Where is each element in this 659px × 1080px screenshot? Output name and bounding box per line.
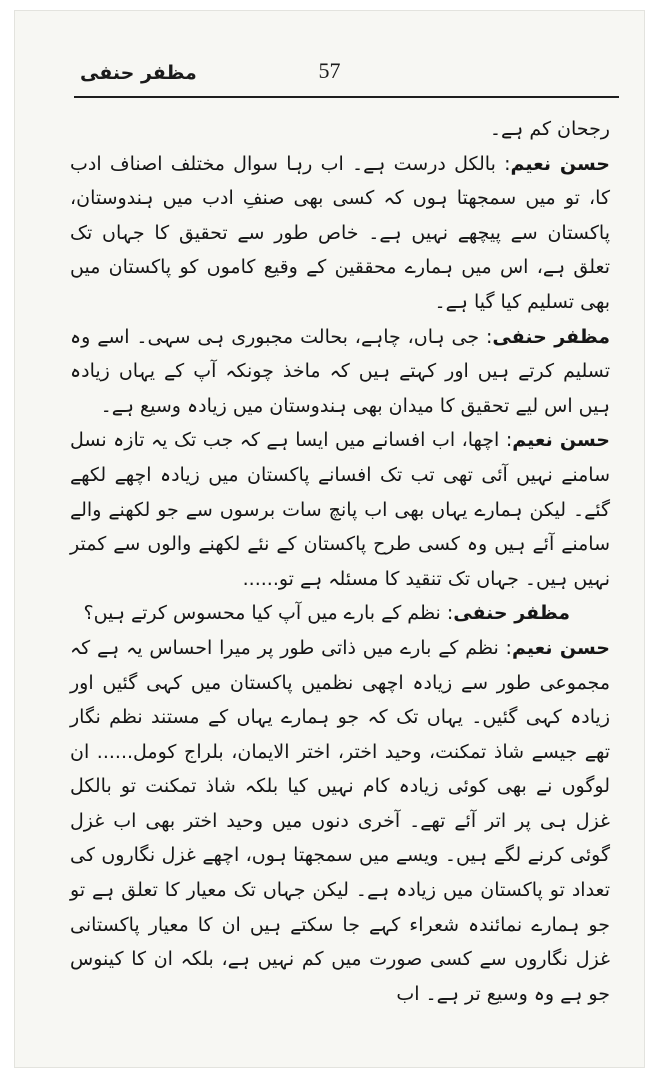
speaker-name: مظفر حنفی bbox=[453, 602, 570, 625]
page-number: 57 bbox=[318, 58, 341, 83]
paragraph bbox=[70, 112, 610, 147]
paragraph-text: : نظم کے بارے میں ذاتی طور پر میرا احساس یہ ہے کہ مجموعی طور سے زیادہ اچھی نظمیں پاکستان میں کہی گئیں اور زیادہ کہی گئیں۔ یہاں تک کہ جو ہمارے یہاں کے مستند نظم نگار تھے جیسے شاذ تمکنت، وحید اختر، اختر الایمان، بلراج کومل...... ان لوگوں نے بھی کوئی زیادہ کام نہیں کیا بلکہ شاذ تمکنت تو بالکل غزل ہی پر اتر آئے تھے۔ آخری دنوں میں وحید اختر بھی اب غزل گوئی کرنے لگے ہیں۔ ویسے میں سمجھتا ہوں، اچھے غزل نگاروں کی تعداد تو پاکستان میں زیادہ ہے۔ لیکن جہاں تک معیار کا تعلق ہے تو جو ہمارے نمائندہ شعراء کہے جا سکتے ہیں ان کا معیار پاکستانی غزل نگاروں سے کسی صورت میں کم نہیں ہے، بلکہ ان کا کینوس جو ہے وہ وسیع تر ہے۔ اب bbox=[70, 636, 610, 1005]
header-rule bbox=[74, 96, 619, 98]
paragraph-text: رجحان کم ہے۔ bbox=[489, 118, 610, 140]
running-head: مظفر حنفی bbox=[80, 62, 197, 84]
paragraph bbox=[70, 423, 610, 596]
paragraph-text: : جی ہاں، چاہے، بحالت مجبوری ہی سہی۔ اسے وہ تسلیم کرتے ہیں اور کہتے ہیں کہ ماخذ چونکہ آپ کے یہاں زیادہ ہیں اس لیے تحقیق کا میدان بھی ہندوستان میں زیادہ وسیع ہے۔ bbox=[70, 325, 610, 417]
book-page bbox=[14, 10, 645, 1068]
paragraph bbox=[70, 147, 610, 320]
speaker-name: حسن نعیم bbox=[511, 636, 610, 659]
paragraph-text: : بالکل درست ہے۔ اب رہا سوال مختلف اصناف ادب کا، تو میں سمجھتا ہوں کہ کسی بھی صنفِ ادب میں ہندوستان، پاکستان سے پیچھے نہیں ہے۔ خاص طور سے تحقیق کا جہاں تک تعلق ہے، اس میں ہمارے محققین کے وقیع کاموں کو پاکستان میں بھی تسلیم کیا گیا ہے۔ bbox=[70, 152, 610, 313]
paragraph-text: : اچھا، اب افسانے میں ایسا ہے کہ جب تک یہ تازہ نسل سامنے نہیں آئی تھی تب تک افسانے پاکستان میں زیادہ اچھے لکھے گئے۔ لیکن ہمارے یہاں بھی اب پانچ سات برسوں سے جو لکھنے والے سامنے آئے ہیں وہ کسی طرح پاکستان کے نئے لکھنے والوں سے کمتر نہیں ہیں۔ جہاں تک تنقید کا مسئلہ ہے تو...... bbox=[70, 429, 610, 590]
paragraph bbox=[70, 631, 610, 1012]
speaker-name: حسن نعیم bbox=[512, 429, 610, 452]
page-body bbox=[70, 112, 610, 1011]
speaker-name: مظفر حنفی bbox=[492, 325, 611, 348]
paragraph bbox=[70, 320, 610, 424]
paragraph bbox=[70, 596, 610, 631]
page-header bbox=[14, 10, 645, 98]
paragraph-text: : نظم کے بارے میں آپ کیا محسوس کرتے ہیں؟ bbox=[83, 602, 454, 625]
speaker-name: حسن نعیم bbox=[510, 152, 610, 175]
